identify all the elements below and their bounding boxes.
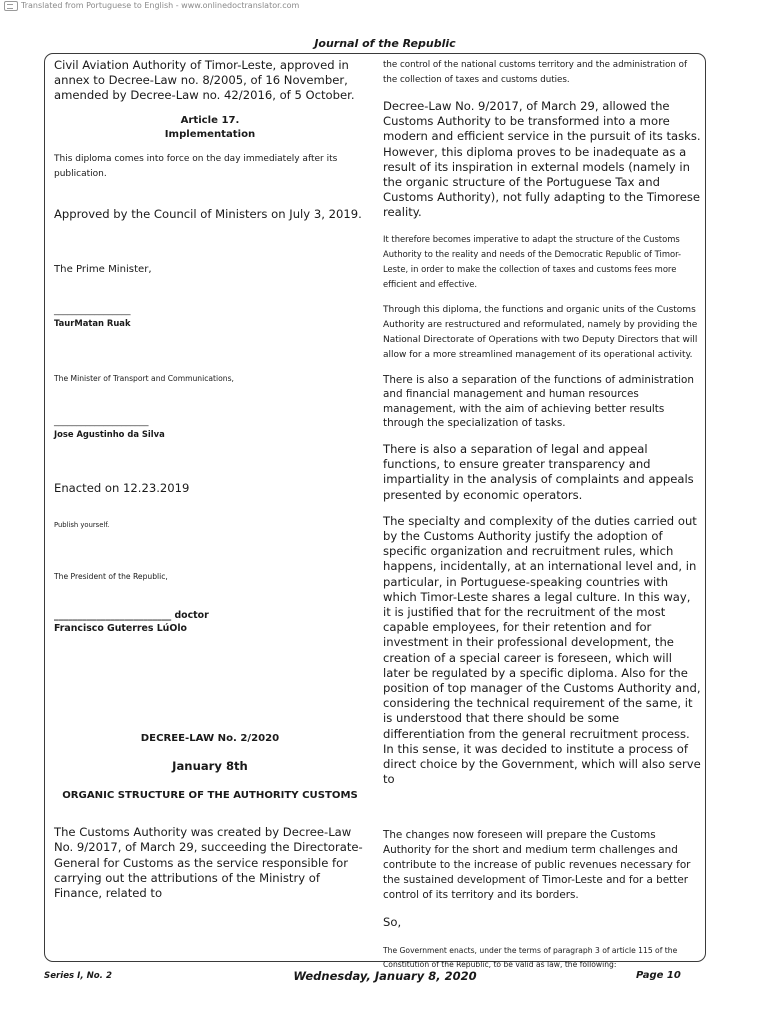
minister-label: The Minister of Transport and Communications,	[54, 373, 234, 383]
president-label: The President of the Republic,	[54, 571, 168, 581]
article-subtitle: Implementation	[164, 129, 256, 141]
journal-title: Journal of the Republic	[314, 37, 456, 50]
right-column	[383, 58, 701, 972]
decree-intro-paragraph: The Customs Authority was created by Decree-Law No. 9/2017, of March 29, succeeding the Directorate-General for Customs as the service responsible for carrying out the attributions of the Ministry of Finance, related to	[54, 825, 363, 900]
decree-title: DECREE-LAW No. 2/2020	[140, 732, 280, 744]
prime-minister-signature-line: _________________	[54, 305, 131, 316]
decree-date: January 8th	[172, 759, 248, 774]
translation-banner-text: Translated from Portuguese to English - www.onlinedoctranslator.com	[21, 1, 300, 10]
enacted-date: Enacted on 12.23.2019	[54, 480, 190, 495]
prime-minister-label: The Prime Minister,	[54, 264, 152, 275]
decree-heading: ORGANIC STRUCTURE OF THE AUTHORITY CUSTOMS	[62, 789, 358, 801]
footer-date: Wednesday, January 8, 2020	[293, 969, 477, 983]
article-text: This diploma comes into force on the day immediately after its publication.	[54, 153, 338, 179]
minister-signature-line: _____________________	[54, 416, 149, 427]
president-signature-line: _________________________ doctor	[54, 609, 209, 621]
president-name: Francisco Guterres LúOlo	[54, 622, 187, 634]
approved-text: Approved by the Council of Ministers on July 3, 2019.	[54, 206, 362, 221]
right-paragraph-6: There is also a separation of legal and appeal functions, to ensure greater transparency and impartiality in the analysis of complaints and appeals presented by economic operators.	[383, 442, 694, 502]
right-paragraph-5: There is also a separation of the functions of administration and financial management and human resources management, with the aim of achieving better results through the specialization of tasks.	[383, 373, 694, 430]
minister-name: Jose Agustinho da Silva	[54, 428, 165, 439]
publish-text: Publish yourself.	[54, 520, 110, 529]
footer-page-number: Page 10	[636, 970, 681, 981]
left-column	[54, 58, 366, 901]
translator-logo-icon	[4, 1, 18, 11]
right-paragraph-2: Decree-Law No. 9/2017, of March 29, allowed the Customs Authority to be transformed into a more modern and efficient service in the pursuit of its tasks. However, this diploma proves to be inadequate as a result of its inspiration in external models (namely in the organic structure of the Portuguese Tax and Customs Authority), not fully adapting to the Timorese reality.	[383, 99, 701, 220]
right-paragraph-9: The Government enacts, under the terms of paragraph 3 of article 115 of the Constitution of the Republic, to be valid as law, the following:	[383, 945, 678, 969]
footer-series: Series I, No. 2	[44, 971, 112, 981]
right-paragraph-1: the control of the national customs territory and the administration of the collection of taxes and customs duties.	[383, 60, 688, 85]
so-text: So,	[383, 915, 402, 930]
intro-paragraph: Civil Aviation Authority of Timor-Leste, approved in annex to Decree-Law no. 8/2005, of 16 November, amended by Decree-Law no. 42/2016, of 5 October.	[54, 58, 355, 103]
right-paragraph-8: The changes now foreseen will prepare the Customs Authority for the short and medium term challenges and contribute to the increase of public revenues necessary for the sustained development of Timor-Leste and for a better control of its territory and its borders.	[383, 829, 691, 902]
translation-banner[interactable]	[4, 0, 299, 12]
right-paragraph-3: It therefore becomes imperative to adapt the structure of the Customs Authority to the reality and needs of the Democratic Republic of Timor-Leste, in order to make the collection of taxes and customs fees more efficient and effective.	[383, 233, 682, 289]
prime-minister-name: TaurMatan Ruak	[54, 317, 131, 328]
right-paragraph-7: The specialty and complexity of the duties carried out by the Customs Authority justify the adoption of specific organization and recruitment rules, which happens, incidentally, at an international level and, in particular, in Portuguese-speaking countries with which Timor-Leste shares a legal culture. In this way, it is justified that for the recruitment of the most capable employees, for their retention and for investment in their professional development, the creation of a special career is foreseen, which will later be regulated by a specific diploma. Also for the position of top manager of the Customs Authority and, considering the technical requirement of the same, it is understood that there should be some differentiation from the general recruitment process. In this sense, it was decided to institute a process of direct choice by the Government, which will also serve to	[383, 513, 701, 787]
right-paragraph-4: Through this diploma, the functions and organic units of the Customs Authority are restructured and reformulated, namely by providing the National Directorate of Operations with two Deputy Directors that will allow for a more streamlined management of its operational activity.	[383, 304, 698, 360]
article-title: Article 17.	[180, 114, 240, 126]
